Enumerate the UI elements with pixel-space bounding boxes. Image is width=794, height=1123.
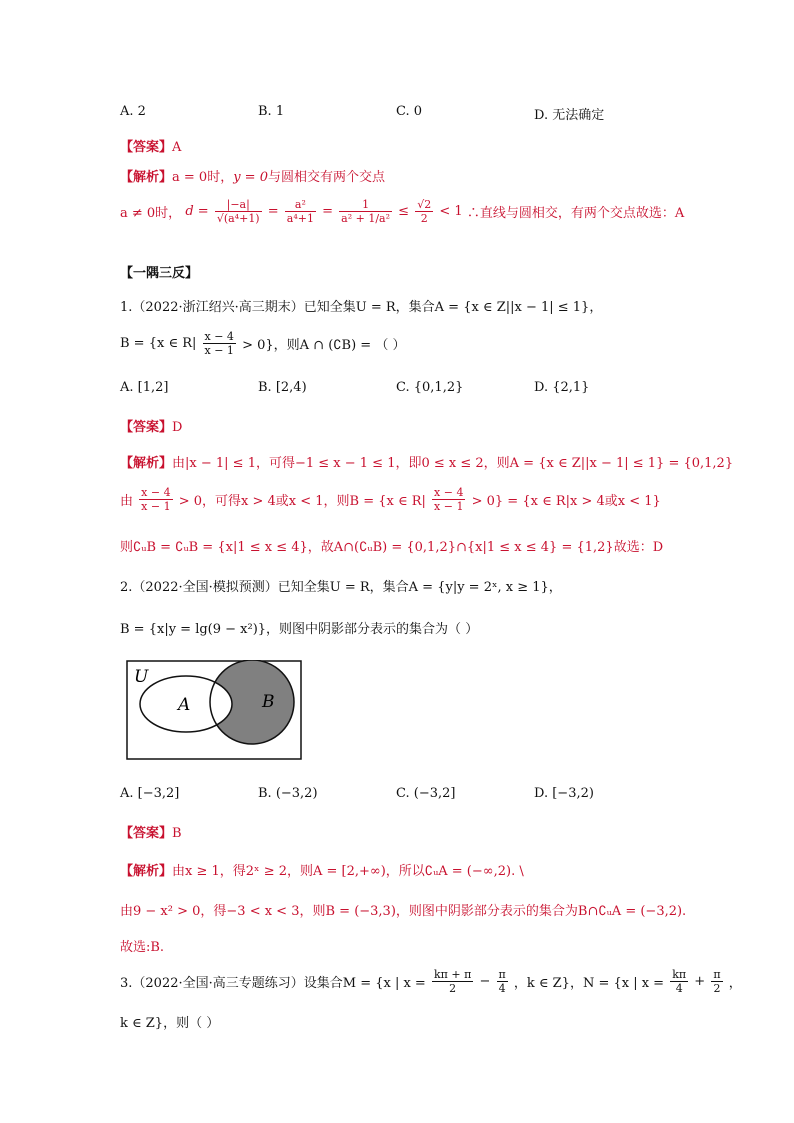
option-d: D. 无法确定 (534, 108, 605, 123)
venn-diagram (126, 660, 302, 764)
q1-option-d: D. {2,1} (534, 380, 590, 395)
q2-option-c: C. (−3,2] (396, 786, 456, 801)
q3-stem-line-1: 3.（2022·全国·高三专题练习）设集合M = {x | x = $\frac{k\pi + \pi}{2}$ − $\frac{\pi}{4}$ ，k ∈ Z}，N = {x | x = $\frac{k\pi}{4}$ + $\frac{\pi}{2}$ ， (120, 968, 742, 995)
analysis-math: y = 0 (233, 170, 268, 185)
option-b: B. 1 (258, 104, 285, 119)
q3-fraction-4: $\frac{\pi}{2}$ (713, 968, 721, 995)
analysis-text: a ≠ 0时， (120, 206, 182, 221)
q1-option-b: B. [2,4) (258, 380, 307, 395)
q2-stem-line-2: B = {x|y = lg(9 − x²)}，则图中阴影部分表示的集合为（ ） (120, 622, 479, 637)
q3-fraction-1: $\frac{k\pi + \pi}{2}$ (433, 968, 472, 995)
analysis-text: 与圆相交有两个交点 (267, 170, 385, 185)
q2-answer-value: B (172, 826, 182, 841)
fraction-sqrt-1: $\frac{\text{a²}}{\text{a⁴+1}}$ (286, 198, 314, 225)
analysis-label: 【解析】 (120, 170, 173, 185)
q1-stem-text: B) = （ ） (341, 338, 406, 353)
q3-fraction-2: $\frac{\pi}{4}$ (498, 968, 506, 995)
q1-analysis-text: 由 (120, 494, 134, 509)
venn-label-b: B (262, 692, 275, 712)
option-c: C. 0 (396, 104, 423, 119)
q2-stem-line-1: 2.（2022·全国·模拟预测）已知全集U = R，集合A = {y|y = 2ˣ, x ≥ 1}， (120, 580, 562, 595)
analysis-line-1 (120, 166, 385, 185)
q1-analysis-text: > 0，可得x > 4或x < 1，则B = {x ∈ R| (178, 494, 426, 509)
q3-stem-line-2: k ∈ Z}，则（ ） (120, 1016, 220, 1031)
q1-answer-value: D (172, 420, 183, 435)
q1-analysis-text: > 0} = {x ∈ R|x > 4或x < 1} (471, 494, 661, 509)
answer-label: 【答案】 (120, 140, 173, 155)
q3-stem-text: ，k ∈ Z}，N = {x | x = (513, 976, 665, 991)
q1-option-a: A. [1,2] (120, 380, 169, 395)
q1-answer-line (120, 416, 182, 435)
q1-analysis-line-2 (120, 486, 661, 520)
analysis-conclusion: ∴直线与圆相交，有两个交点故选：A (466, 206, 685, 221)
q1-option-c: C. {0,1,2} (396, 380, 464, 395)
q2-option-b: B. (−3,2) (258, 786, 318, 801)
section-title: 【一隅三反】 (120, 266, 199, 281)
venn-label-a: A (178, 695, 191, 715)
fraction-distance: $\frac{|-a|}{\text{√(a⁴+1)}}$ (216, 198, 260, 225)
option-a: A. 2 (120, 104, 146, 119)
q2-option-d: D. [−3,2) (534, 786, 594, 801)
answer-value: A (172, 140, 182, 155)
q1-stem-text: B = {x ∈ R| (120, 336, 197, 351)
q2-analysis-label: 【解析】 (120, 864, 173, 879)
q2-answer-label: 【答案】 (120, 826, 173, 841)
q1-analysis-fraction-1: $\frac{x - 4}{x - 1}$ (141, 486, 171, 513)
q1-analysis-fraction-2: $\frac{x - 4}{x - 1}$ (434, 486, 464, 513)
q1-analysis-line-3: 则∁ᵤB = ∁ᵤB = {x|1 ≤ x ≤ 4}，故A∩(∁ᵤB) = {0,1,2}∩{x|1 ≤ x ≤ 4} = {1,2}故选：D (120, 540, 664, 555)
q2-analysis-line-1 (120, 860, 524, 879)
fraction-root2: $\frac{√2}{2}$ (417, 198, 432, 225)
q2-analysis-text: 由x ≥ 1，得2ˣ ≥ 2，则A = [2,+∞)，所以∁ᵤA = (−∞,2). \ (172, 864, 524, 879)
answer-line (120, 136, 181, 155)
q1-fraction: $\frac{x - 4}{x - 1}$ (204, 330, 234, 357)
q3-fraction-3: $\frac{k\pi}{4}$ (672, 968, 687, 995)
q2-option-a: A. [−3,2] (120, 786, 180, 801)
q3-stem-text: 3.（2022·全国·高三专题练习）设集合M = {x | x = (120, 976, 426, 991)
q1-stem-line-1: 1.（2022·浙江绍兴·高三期末）已知全集U = R，集合A = {x ∈ Z||x − 1| ≤ 1}， (120, 300, 603, 315)
q2-analysis-line-3: 故选:B. (120, 940, 165, 955)
analysis-line-2: a ≠ 0时， d = $\frac{|-a|}{\text{√(a⁴+1)}}$ = $\frac{\text{a²}}{\text{a⁴+1}}$ = $\frac{1}{\text{a² + 1/a²}}$ ≤ $\frac{√2}{2}$ < 1 ∴直线与圆相交，有两个交点故选：A (120, 198, 685, 225)
fraction-sqrt-2: $\frac{1}{\text{a² + 1/a²}}$ (341, 198, 391, 225)
q1-analysis-text: 由|x − 1| ≤ 1，可得−1 ≤ x − 1 ≤ 1，即0 ≤ x ≤ 2，则A = {x ∈ Z||x − 1| ≤ 1} = {0,1,2} (172, 456, 734, 471)
venn-label-u: U (134, 667, 149, 687)
q1-stem-line-2 (120, 330, 405, 364)
q1-analysis-label: 【解析】 (120, 456, 173, 471)
q1-stem-text: > 0}，则A ∩ (∁ (242, 338, 342, 353)
q1-analysis-line-1 (120, 452, 733, 471)
analysis-math: d = (185, 204, 209, 219)
q2-analysis-line-2: 由9 − x² > 0，得−3 < x < 3，则B = (−3,3)，则图中阴影部分表示的集合为B∩∁ᵤA = (−3,2). (120, 904, 687, 919)
q2-answer-line (120, 822, 182, 841)
q1-answer-label: 【答案】 (120, 420, 173, 435)
analysis-text: a = 0时， (172, 170, 234, 185)
